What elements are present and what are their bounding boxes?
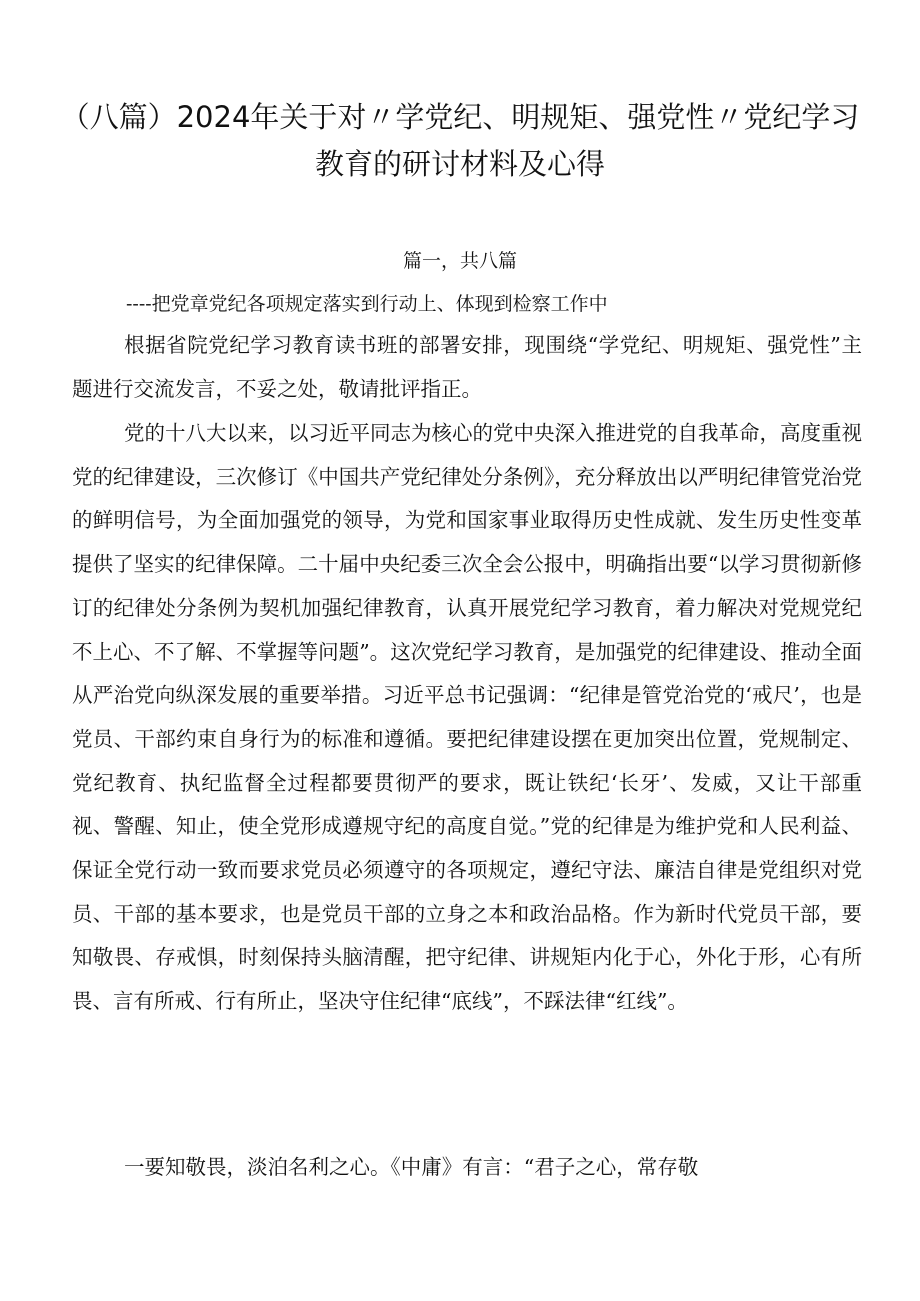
- document-title: （八篇）2024年关于对〃学党纪、明规矩、强党性〃党纪学习教育的研讨材料及心得: [60, 100, 860, 181]
- body-paragraph: 党的十八大以来，以习近平同志为核心的党中央深入推进党的自我革命，高度重视党的纪律建设，三次修订《中国共产党纪律处分条例》，充分释放出以严明纪律管党治党的鲜明信号，为全面加强党的领导，为党和国家事业取得历史性成就、发生历史性变革提供了坚实的纪律保障。二十届中央纪委三次全会公报中，明确指出要“以学习贯彻新修订的纪律处分条例为契机加强纪律教育，认真开展党纪学习教育，着力解决对党规党纪不上心、不了解、不掌握等问题”。这次党纪学习教育，是加强党的纪律建设、推动全面从严治党向纵深发展的重要举措。习近平总书记强调：“纪律是管党治党的‘戒尺’，也是党员、干部约束自身行为的标准和遵循。要把纪律建设摆在更加突出位置，党规制定、党纪教育、执纪监督全过程都要贯彻严的要求，既让铁纪‘长牙’、发威，又让干部重视、警醒、知止，使全党形成遵规守纪的高度自觉。”党的纪律是为维护党和人民利益、保证全党行动一致而要求党员必须遵守的各项规定，遵纪守法、廉洁自律是党组织对党员、干部的基本要求，也是党员干部的立身之本和政治品格。作为新时代党员干部，要知敬畏、存戒惧，时刻保持头脑清醒，把守纪律、讲规矩内化于心，外化于形，心有所畏、言有所戒、行有所止，坚决守住纪律“底线”，不踩法律“红线”。: [72, 421, 862, 1014]
- body-paragraph: 一要知敬畏，淡泊名利之心。《中庸》有言：“君子之心，常存敬: [124, 1155, 699, 1179]
- section-heading: 篇一，共八篇: [402, 250, 517, 272]
- body-paragraph: 根据省院党纪学习教育读书班的部署安排，现围绕“学党纪、明规矩、强党性”主题进行交流发言，不妥之处，敬请批评指正。: [72, 333, 862, 401]
- section-subheading: ----把党章党纪各项规定落实到行动上、体现到检察工作中: [126, 293, 608, 315]
